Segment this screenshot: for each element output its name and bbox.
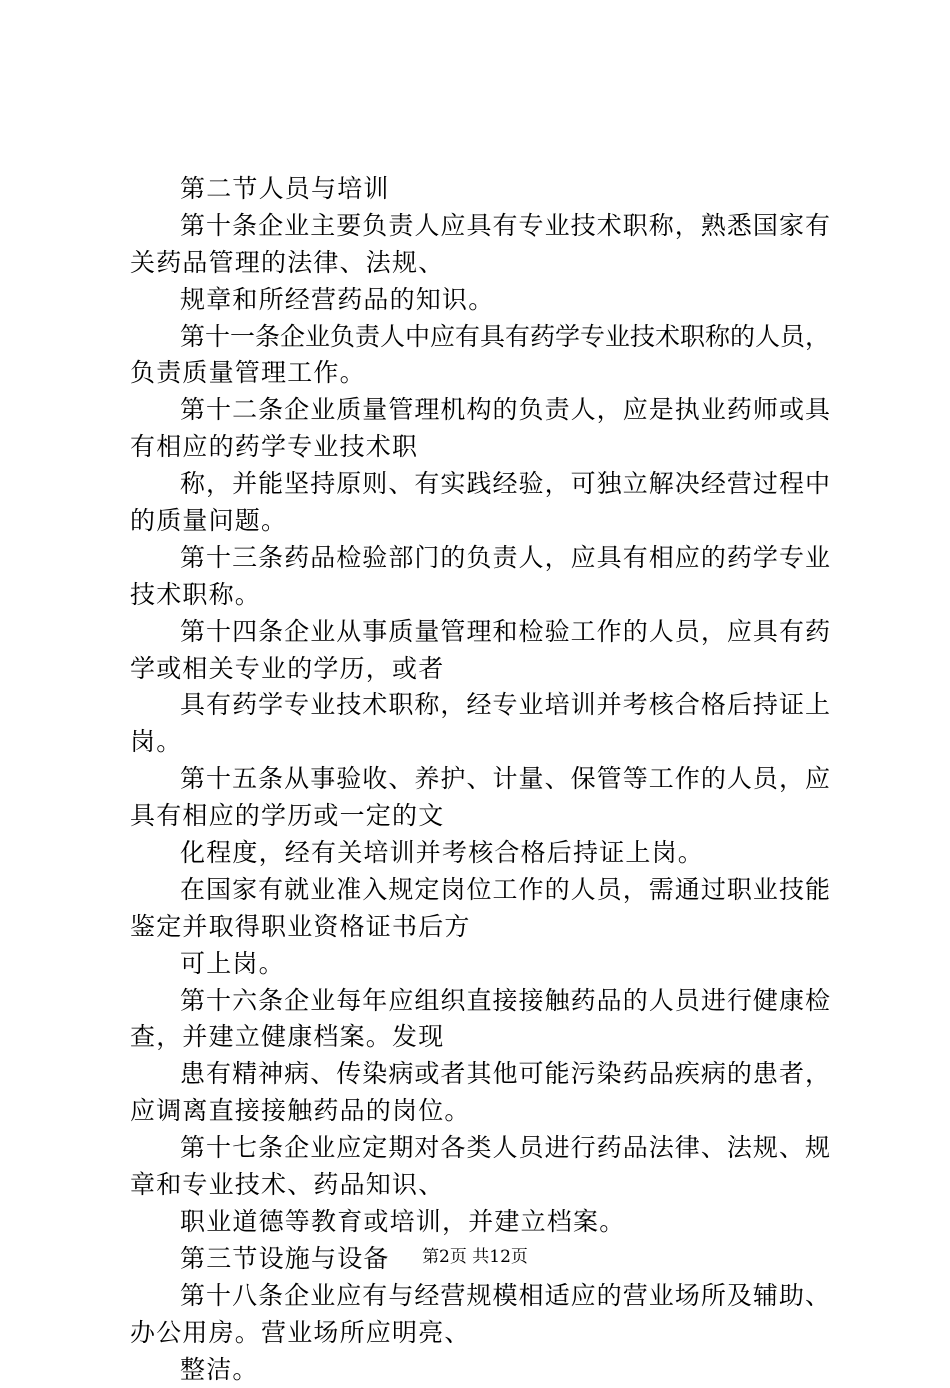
text-line: 称，并能坚持原则、有实践经验，可独立解决经营过程中 [130,466,830,503]
text-line: 化程度，经有关培训并考核合格后持证上岗。 [130,835,830,872]
text-line: 规章和所经营药品的知识。 [130,282,830,319]
text-line: 具有药学专业技术职称，经专业培训并考核合格后持证上 [130,687,830,724]
text-line: 职业道德等教育或培训，并建立档案。 [130,1204,830,1241]
text-line: 第十四条企业从事质量管理和检验工作的人员，应具有药 [130,614,830,651]
text-line: 患有精神病、传染病或者其他可能污染药品疾病的患者， [130,1056,830,1093]
text-line: 具有相应的学历或一定的文 [130,798,830,835]
text-line: 岗。 [130,724,830,761]
text-line: 第十七条企业应定期对各类人员进行药品法律、法规、规 [130,1130,830,1167]
document-body [130,171,830,1388]
text-line: 查，并建立健康档案。发现 [130,1019,830,1056]
text-line: 第十二条企业质量管理机构的负责人，应是执业药师或具 [130,392,830,429]
text-line: 整洁。 [130,1352,830,1388]
text-line: 第十八条企业应有与经营规模相适应的营业场所及辅助、 [130,1278,830,1315]
text-line: 应调离直接接触药品的岗位。 [130,1093,830,1130]
text-line: 第十三条药品检验部门的负责人，应具有相应的药学专业 [130,540,830,577]
text-line: 学或相关专业的学历，或者 [130,651,830,688]
text-line: 技术职称。 [130,577,830,614]
section-heading: 第三节设施与设备 [130,1241,830,1278]
text-line: 在国家有就业准入规定岗位工作的人员，需通过职业技能 [130,872,830,909]
text-line: 关药品管理的法律、法规、 [130,245,830,282]
text-line: 第十五条从事验收、养护、计量、保管等工作的人员，应 [130,761,830,798]
text-line: 第十六条企业每年应组织直接接触药品的人员进行健康检 [130,983,830,1020]
text-line: 第十一条企业负责人中应有具有药学专业技术职称的人员， [130,319,830,356]
page-number-footer: 第2页 共12页 [0,1242,950,1267]
text-line: 负责质量管理工作。 [130,355,830,392]
text-line: 办公用房。营业场所应明亮、 [130,1315,830,1352]
text-line: 鉴定并取得职业资格证书后方 [130,909,830,946]
text-line: 有相应的药学专业技术职 [130,429,830,466]
text-line: 的质量问题。 [130,503,830,540]
text-line: 可上岗。 [130,946,830,983]
text-line: 章和专业技术、药品知识、 [130,1167,830,1204]
text-line: 第十条企业主要负责人应具有专业技术职称，熟悉国家有 [130,208,830,245]
section-heading: 第二节人员与培训 [130,171,830,208]
